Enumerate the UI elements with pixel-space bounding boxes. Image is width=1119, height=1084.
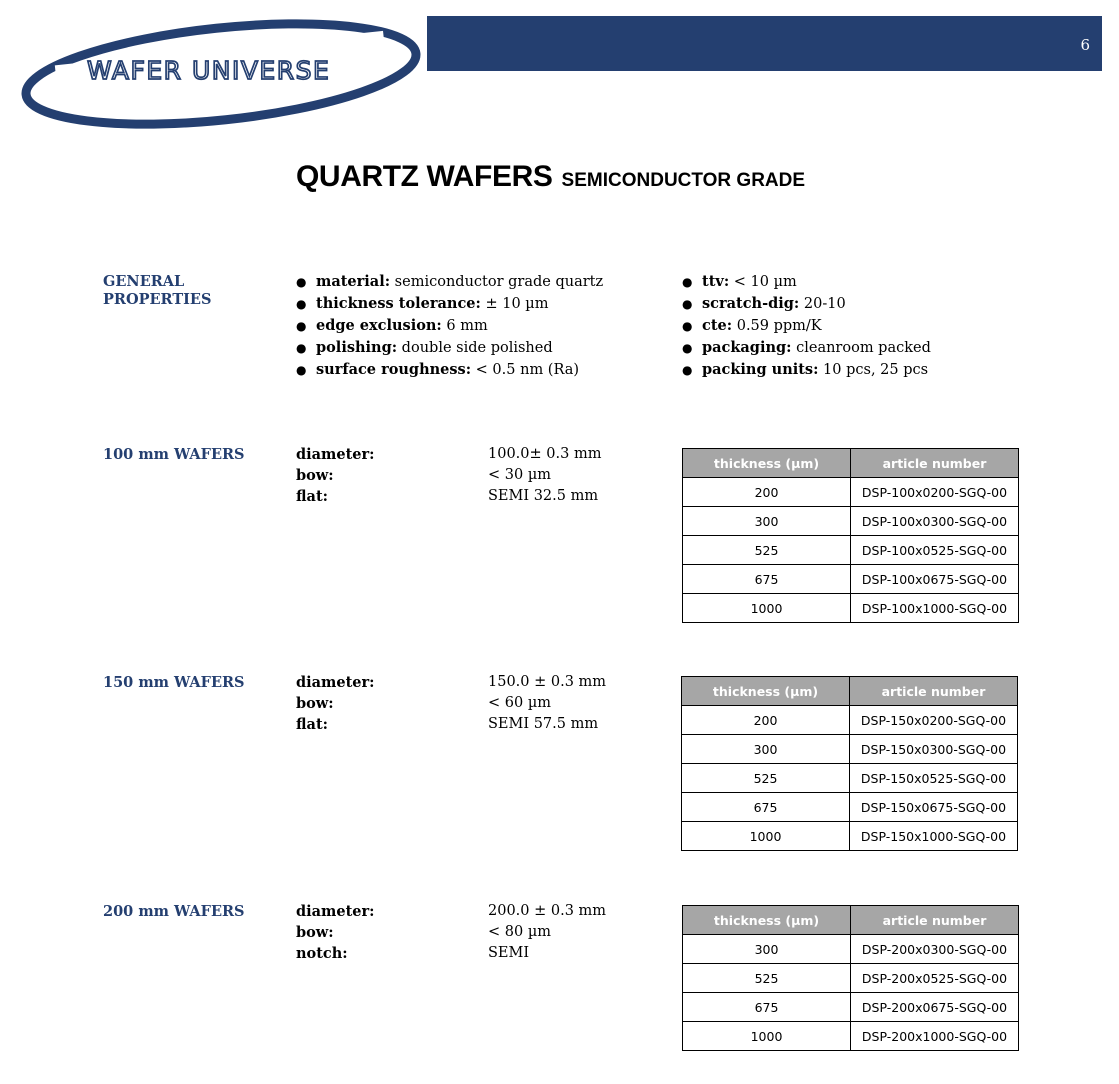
title-sub: SEMICONDUCTOR GRADE bbox=[561, 170, 806, 191]
thickness-header: thickness (µm) bbox=[682, 677, 850, 706]
property-item: ● ttv: < 10 µm bbox=[682, 271, 931, 293]
table-header-row bbox=[683, 906, 1019, 935]
table-row bbox=[683, 507, 1019, 536]
table-cell: DSP-150x0525-SGQ-00 bbox=[850, 764, 1018, 793]
table-row bbox=[682, 706, 1018, 735]
table-cell: DSP-100x0675-SGQ-00 bbox=[851, 565, 1019, 594]
property-item: ● polishing: double side polished bbox=[296, 337, 603, 359]
wafer-universe-logo bbox=[16, 18, 426, 134]
table-row bbox=[682, 793, 1018, 822]
table-cell: 675 bbox=[683, 565, 851, 594]
property-item: ● surface roughness: < 0.5 nm (Ra) bbox=[296, 359, 603, 381]
bullet-icon: ● bbox=[296, 341, 307, 355]
table-row bbox=[683, 964, 1019, 993]
section-label-200mm: 200 mm WAFERS bbox=[103, 903, 245, 920]
table-cell: 525 bbox=[683, 964, 851, 993]
logo-text: WAFER UNIVERSE bbox=[87, 56, 331, 85]
table-cell: DSP-200x1000-SGQ-00 bbox=[851, 1022, 1019, 1051]
bullet-icon: ● bbox=[682, 297, 693, 311]
table-cell: DSP-200x0675-SGQ-00 bbox=[851, 993, 1019, 1022]
spec-row: flat: SEMI 57.5 mm bbox=[296, 716, 599, 733]
spec-row: flat: SEMI 32.5 mm bbox=[296, 488, 599, 505]
table-cell: DSP-200x0300-SGQ-00 bbox=[851, 935, 1019, 964]
general-properties-left bbox=[296, 271, 603, 381]
section-label-150mm: 150 mm WAFERS bbox=[103, 674, 245, 691]
table-cell: DSP-150x1000-SGQ-00 bbox=[850, 822, 1018, 851]
spec-row: bow: < 30 µm bbox=[296, 467, 551, 484]
table-cell: 675 bbox=[683, 993, 851, 1022]
article-number-header: article number bbox=[851, 906, 1019, 935]
table-row bbox=[682, 764, 1018, 793]
table-cell: 525 bbox=[683, 536, 851, 565]
table-cell: DSP-150x0300-SGQ-00 bbox=[850, 735, 1018, 764]
property-item: ● cte: 0.59 ppm/K bbox=[682, 315, 931, 337]
property-item: ● scratch-dig: 20-10 bbox=[682, 293, 931, 315]
property-item: ● edge exclusion: 6 mm bbox=[296, 315, 603, 337]
property-item: ● packaging: cleanroom packed bbox=[682, 337, 931, 359]
table-cell: DSP-100x0300-SGQ-00 bbox=[851, 507, 1019, 536]
page-title bbox=[296, 160, 805, 194]
article-table-200mm bbox=[682, 905, 1019, 1051]
bullet-icon: ● bbox=[682, 319, 693, 333]
property-item: ● packing units: 10 pcs, 25 pcs bbox=[682, 359, 931, 381]
spec-row: notch: SEMI bbox=[296, 945, 530, 962]
table-cell: 1000 bbox=[683, 1022, 851, 1051]
table-cell: 200 bbox=[683, 478, 851, 507]
table-cell: 300 bbox=[683, 935, 851, 964]
table-cell: 525 bbox=[682, 764, 850, 793]
specs-150mm bbox=[296, 672, 607, 735]
table-row bbox=[682, 822, 1018, 851]
table-row bbox=[683, 536, 1019, 565]
specs-100mm bbox=[296, 444, 602, 507]
bullet-icon: ● bbox=[296, 319, 307, 333]
article-number-header: article number bbox=[850, 677, 1018, 706]
table-header-row bbox=[682, 677, 1018, 706]
header-bar bbox=[427, 16, 1102, 71]
general-properties-label bbox=[103, 273, 211, 309]
general-label-line2: PROPERTIES bbox=[103, 291, 212, 308]
table-cell: DSP-100x0200-SGQ-00 bbox=[851, 478, 1019, 507]
table-cell: DSP-100x0525-SGQ-00 bbox=[851, 536, 1019, 565]
table-cell: DSP-150x0675-SGQ-00 bbox=[850, 793, 1018, 822]
spec-row: diameter: 150.0 ± 0.3 mm bbox=[296, 674, 607, 691]
specs-200mm bbox=[296, 901, 607, 964]
spec-row: diameter: 100.0± 0.3 mm bbox=[296, 446, 602, 463]
article-number-header: article number bbox=[851, 449, 1019, 478]
table-row bbox=[683, 935, 1019, 964]
bullet-icon: ● bbox=[682, 275, 693, 289]
table-cell: 300 bbox=[682, 735, 850, 764]
table-cell: DSP-100x1000-SGQ-00 bbox=[851, 594, 1019, 623]
property-item: ● thickness tolerance: ± 10 µm bbox=[296, 293, 603, 315]
page-number: 6 bbox=[1080, 36, 1090, 54]
table-header-row bbox=[683, 449, 1019, 478]
table-row bbox=[683, 993, 1019, 1022]
table-cell: 1000 bbox=[683, 594, 851, 623]
title-main: QUARTZ WAFERS bbox=[296, 160, 553, 193]
bullet-icon: ● bbox=[296, 363, 307, 377]
table-cell: 675 bbox=[682, 793, 850, 822]
table-row bbox=[683, 478, 1019, 507]
article-table-150mm bbox=[681, 676, 1018, 851]
spec-row: bow: < 60 µm bbox=[296, 695, 551, 712]
thickness-header: thickness (µm) bbox=[683, 449, 851, 478]
bullet-icon: ● bbox=[296, 275, 307, 289]
table-cell: 200 bbox=[682, 706, 850, 735]
table-cell: DSP-150x0200-SGQ-00 bbox=[850, 706, 1018, 735]
table-cell: DSP-200x0525-SGQ-00 bbox=[851, 964, 1019, 993]
table-row bbox=[683, 594, 1019, 623]
bullet-icon: ● bbox=[296, 297, 307, 311]
table-cell: 300 bbox=[683, 507, 851, 536]
section-label-100mm: 100 mm WAFERS bbox=[103, 446, 245, 463]
spec-row: bow: < 80 µm bbox=[296, 924, 551, 941]
table-row bbox=[683, 1022, 1019, 1051]
table-row bbox=[682, 735, 1018, 764]
bullet-icon: ● bbox=[682, 363, 693, 377]
thickness-header: thickness (µm) bbox=[683, 906, 851, 935]
spec-row: diameter: 200.0 ± 0.3 mm bbox=[296, 903, 607, 920]
table-cell: 1000 bbox=[682, 822, 850, 851]
article-table-100mm bbox=[682, 448, 1019, 623]
bullet-icon: ● bbox=[682, 341, 693, 355]
property-item: ● material: semiconductor grade quartz bbox=[296, 271, 603, 293]
table-row bbox=[683, 565, 1019, 594]
general-label-line1: GENERAL bbox=[103, 273, 185, 290]
general-properties-right bbox=[682, 271, 931, 381]
